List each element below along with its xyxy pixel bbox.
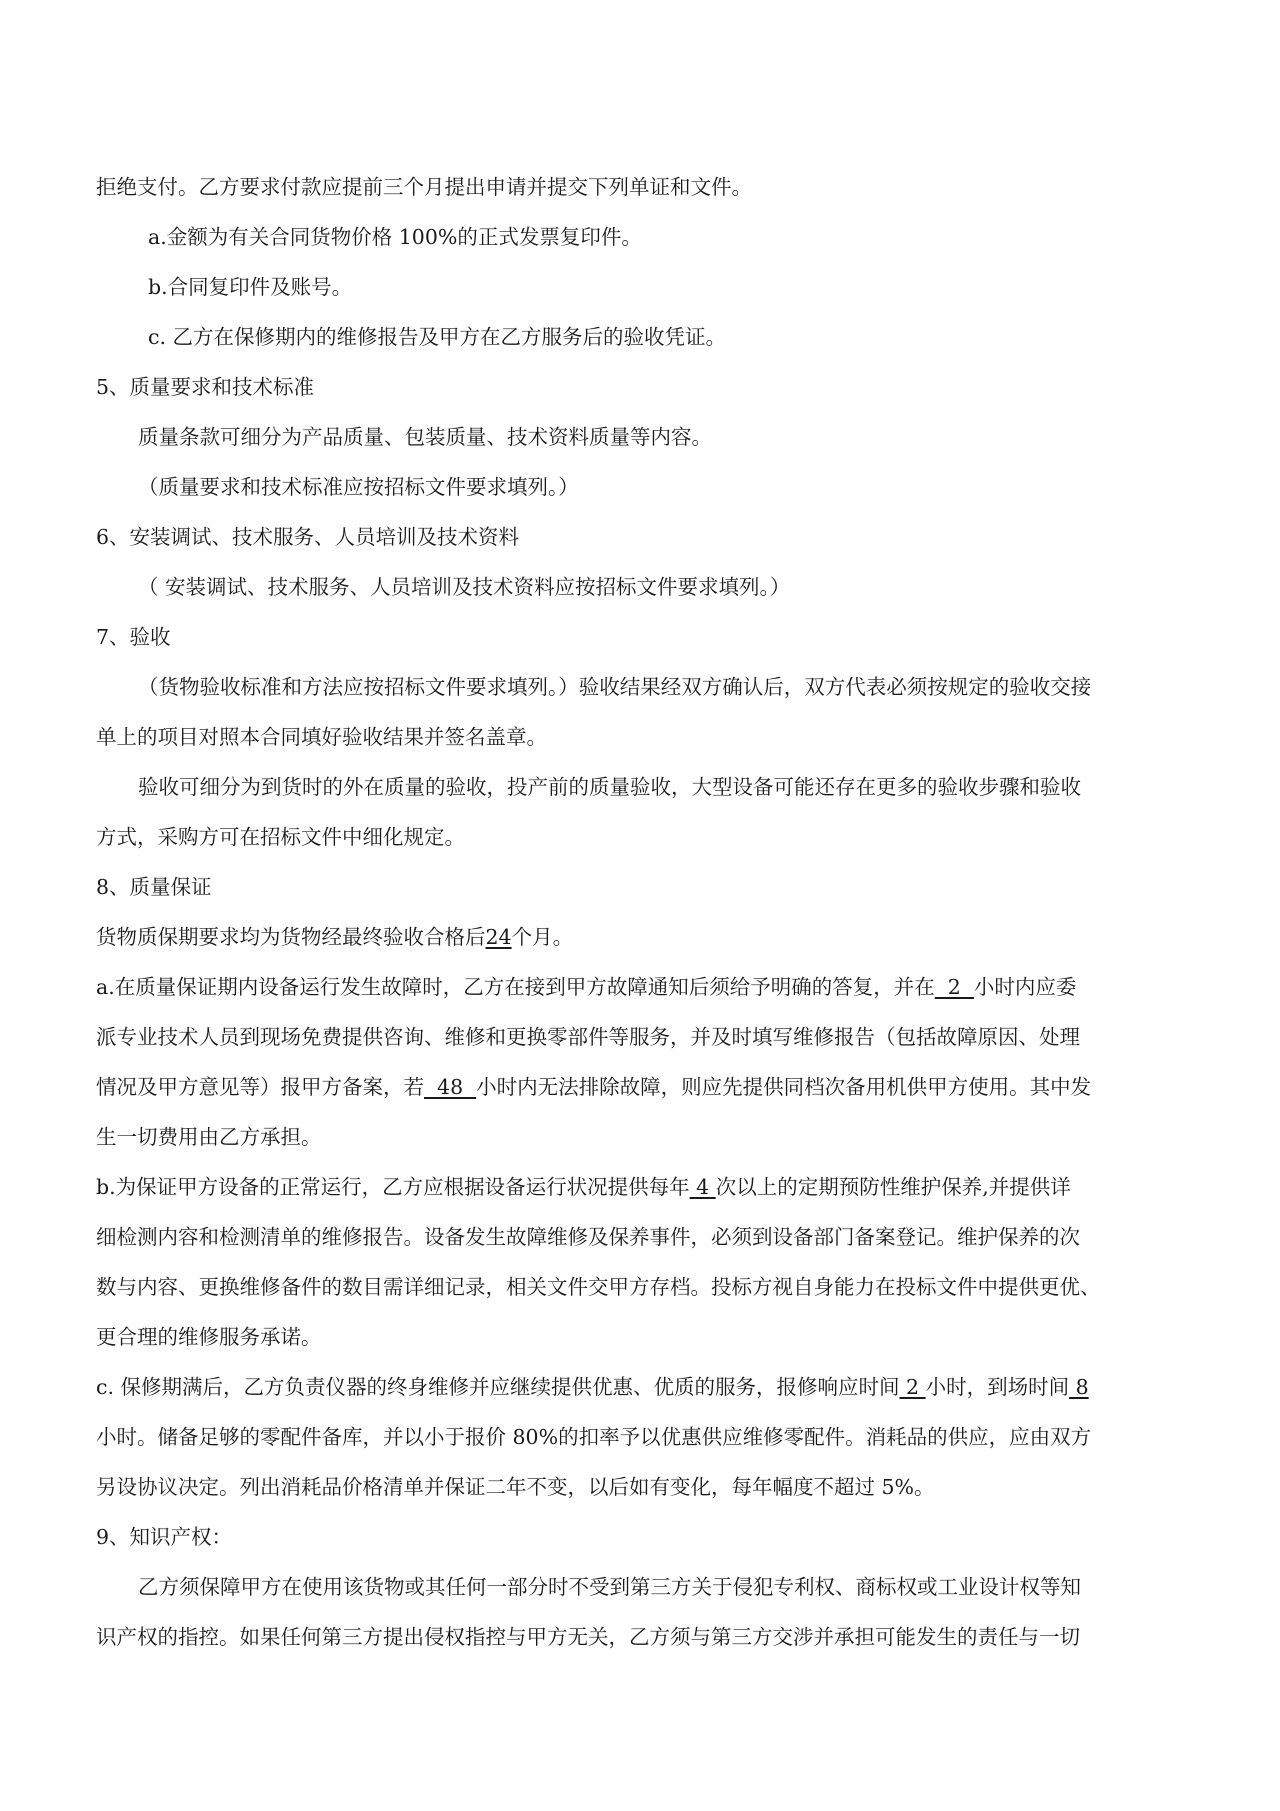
paragraph-acceptance-detail-line1: 验收可细分为到货时的外在质量的验收，投产前的质量验收，大型设备可能还存在更多的验收步骤和验收 <box>138 775 1081 799</box>
paragraph-a-line3 <box>96 1062 1186 1112</box>
paragraph-ip-line1: 乙方须保障甲方在使用该货物或其任何一部分时不受到第三方关于侵犯专利权、商标权或工业设计权等知 <box>138 1575 1081 1599</box>
maintenance-text-post: 次以上的定期预防性维护保养,并提供详 <box>715 1175 1071 1199</box>
fault-text-pre: 情况及甲方意见等）报甲方备案，若 <box>96 1075 424 1099</box>
section-heading-6: 6、安装调试、技术服务、人员培训及技术资料 <box>96 525 520 549</box>
fault-hours-value: 48 <box>424 1075 477 1099</box>
paragraph-c-line2: 小时。储备足够的零配件备库，并以小于报价 80%的扣率予以优惠供应维修零配件。消耗品的供应，应由双方 <box>96 1425 1092 1449</box>
list-item-b-contract-copy: b.合同复印件及账号。 <box>148 275 353 299</box>
paragraph-quality-note: （质量要求和技术标准应按招标文件要求填列。） <box>138 475 579 499</box>
aftercare-text-mid: 小时，到场时间 <box>925 1375 1070 1399</box>
aftercare-text-pre: c. 保修期满后，乙方负责仪器的终身维修并应继续提供优惠、优质的服务，报修响应时间 <box>96 1375 900 1399</box>
onsite-hours-value: 8 <box>1069 1375 1089 1399</box>
repair-response-hours-value: 2 <box>899 1375 926 1399</box>
paragraph-acceptance-line2: 单上的项目对照本合同填好验收结果并签名盖章。 <box>96 725 547 749</box>
list-item-a-invoice: a.金额为有关合同货物价格 100%的正式发票复印件。 <box>148 225 642 249</box>
warranty-text-pre: 货物质保期要求均为货物经最终验收合格后 <box>96 925 486 949</box>
paragraph-a-line4: 生一切费用由乙方承担。 <box>96 1125 322 1149</box>
response-text-pre: a.在质量保证期内设备运行发生故障时，乙方在接到甲方故障通知后须给予明确的答复，并在 <box>96 975 935 999</box>
response-text-post: 小时内应委 <box>973 975 1077 999</box>
paragraph-warranty-period <box>96 912 1186 962</box>
section-heading-5: 5、质量要求和技术标准 <box>96 375 315 399</box>
paragraph-c-line1 <box>96 1362 1186 1412</box>
section-heading-8: 8、质量保证 <box>96 875 212 899</box>
maintenance-text-pre: b.为保证甲方设备的正常运行，乙方应根据设备运行状况提供每年 <box>96 1175 690 1199</box>
section-heading-9: 9、知识产权： <box>96 1525 233 1549</box>
warranty-months-value: 24 <box>485 925 512 949</box>
section-heading-7: 7、验收 <box>96 625 171 649</box>
paragraph-b-line1 <box>96 1162 1186 1212</box>
fault-text-post: 小时内无法排除故障，则应先提供同档次备用机供甲方使用。其中发 <box>476 1075 1092 1099</box>
paragraph-c-line3: 另设协议决定。列出消耗品价格清单并保证二年不变，以后如有变化，每年幅度不超过 5%。 <box>96 1475 935 1499</box>
paragraph-ip-line2: 识产权的指控。如果任何第三方提出侵权指控与甲方无关，乙方须与第三方交涉并承担可能发生的责任与一切 <box>96 1625 1080 1649</box>
paragraph-a-response-line1 <box>96 962 1186 1012</box>
paragraph-acceptance-line1: （货物验收标准和方法应按招标文件要求填列。）验收结果经双方确认后，双方代表必须按规定的验收交接 <box>138 675 1092 699</box>
paragraph-b-line3: 数与内容、更换维修备件的数目需详细记录，相关文件交甲方存档。投标方视自身能力在投标文件中提供更优、 <box>96 1275 1101 1299</box>
document-body <box>96 162 1186 1662</box>
warranty-text-post: 个月。 <box>511 925 574 949</box>
paragraph-b-line2: 细检测内容和检测清单的维修报告。设备发生故障维修及保养事件，必须到设备部门备案登记。维护保养的次 <box>96 1225 1080 1249</box>
paragraph-acceptance-detail-line2: 方式，采购方可在招标文件中细化规定。 <box>96 825 465 849</box>
response-hours-value: 2 <box>934 975 974 999</box>
maintenance-times-value: 4 <box>689 1175 716 1199</box>
paragraph-installation-note: （ 安装调试、技术服务、人员培训及技术资料应按招标文件要求填列。） <box>138 575 791 599</box>
paragraph-a-line2: 派专业技术人员到现场免费提供咨询、维修和更换零部件等服务，并及时填写维修报告（包括故障原因、处理 <box>96 1025 1080 1049</box>
paragraph-b-line4: 更合理的维修服务承诺。 <box>96 1325 322 1349</box>
paragraph-payment-refusal: 拒绝支付。乙方要求付款应提前三个月提出申请并提交下列单证和文件。 <box>96 175 752 199</box>
list-item-c-repair-report: c. 乙方在保修期内的维修报告及甲方在乙方服务后的验收凭证。 <box>148 325 727 349</box>
paragraph-quality-terms: 质量条款可细分为产品质量、包装质量、技术资料质量等内容。 <box>138 425 712 449</box>
